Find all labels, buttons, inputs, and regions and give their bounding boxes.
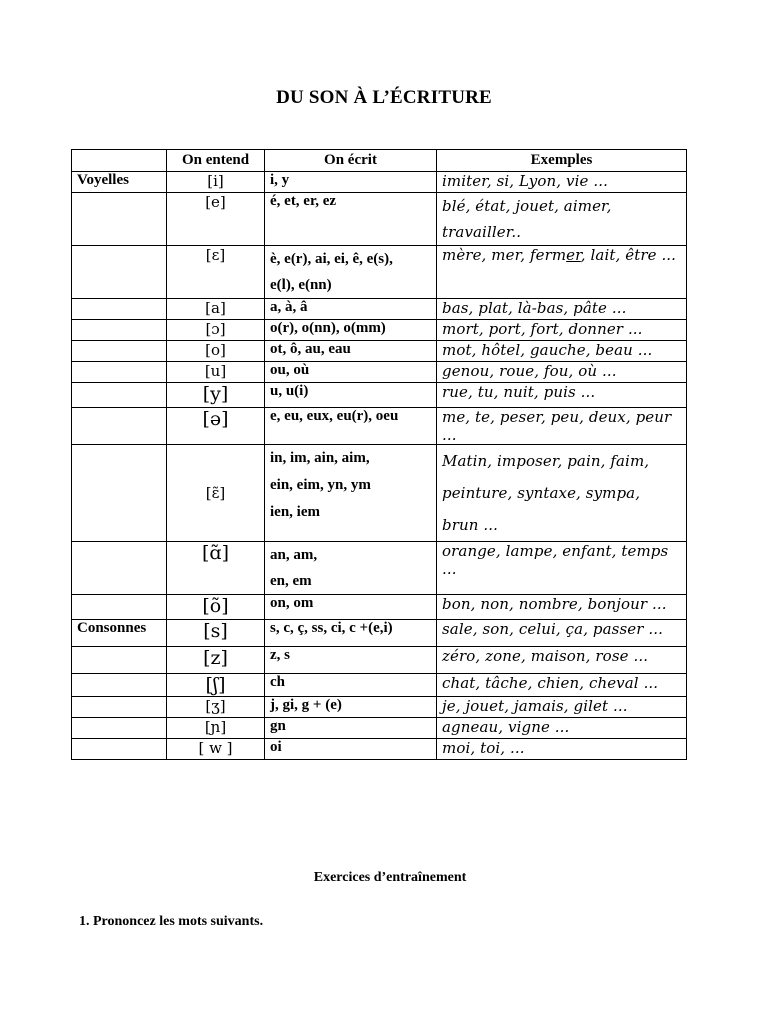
spelling-line: e(l), e(nn) [270,277,332,293]
category-cell [72,445,167,542]
table-row [72,299,687,320]
example-line: mort, port, fort, donner ... [442,320,643,338]
spelling-line: gn [270,718,286,734]
page-title: DU SON À L’ÉCRITURE [276,87,492,108]
example-line: bon, non, nombre, bonjour ... [442,595,667,613]
category-cell [72,246,167,299]
category-cell [72,739,167,760]
ipa-symbol: [ɲ] [167,718,265,739]
table-row [72,595,687,620]
table-row [72,620,687,647]
examples-cell [437,647,687,674]
example-line: bas, plat, là-bas, pâte ... [442,299,627,317]
header-on-entend: On entend [167,150,265,172]
spelling-cell [265,718,437,739]
examples-cell [437,445,687,542]
spelling-line: ein, eim, yn, ym [270,477,371,493]
spelling-line: an, am, [270,547,318,563]
spelling-cell [265,445,437,542]
spelling-line: ien, iem [270,504,320,520]
example-line: rue, tu, nuit, puis ... [442,383,596,401]
ipa-symbol: [ɛ̃] [167,445,265,542]
table-row [72,445,687,542]
category-cell [72,320,167,341]
spelling-line: on, om [270,595,314,611]
spelling-cell [265,595,437,620]
examples-cell [437,341,687,362]
ipa-symbol: [õ] [167,595,265,620]
category-cell [72,595,167,620]
example-line: moi, toi, ... [442,739,525,757]
example-line: genou, roue, fou, où ... [442,362,617,380]
spelling-cell [265,674,437,697]
category-consonnes: Consonnes [72,620,167,647]
spelling-cell [265,299,437,320]
ipa-symbol: [u] [167,362,265,383]
underlined-ending: er [566,246,581,264]
spelling-line: en, em [270,573,312,589]
example-line: Matin, imposer, pain, faim, [442,452,650,470]
category-cell [72,718,167,739]
spelling-line: è, e(r), ai, ei, ê, e(s), [270,251,393,267]
spelling-line: i, y [270,172,290,188]
spelling-cell [265,320,437,341]
example-line: je, jouet, jamais, gilet ... [442,697,628,715]
spelling-line: oi [270,739,282,755]
exercises-title: Exercices d’entraînement [313,870,467,885]
example-line: zéro, zone, maison, rose ... [442,647,649,665]
examples-cell [437,362,687,383]
spelling-line: ou, où [270,362,310,378]
ipa-symbol: [o] [167,341,265,362]
example-line: sale, son, celui, ça, passer ... [442,620,663,638]
examples-cell [437,674,687,697]
category-cell [72,383,167,408]
spelling-line: é, et, er, ez [270,193,337,209]
sound-spelling-table [71,149,687,760]
spelling-cell [265,408,437,445]
table-row [72,320,687,341]
table-row [72,739,687,760]
category-cell [72,193,167,246]
ipa-symbol: [ə] [167,408,265,445]
exercise-1-instruction: 1. Prononcez les mots suivants. [79,914,264,929]
category-cell [72,408,167,445]
example-line: agneau, vigne ... [442,718,570,736]
examples-cell [437,383,687,408]
spelling-cell [265,620,437,647]
example-line: blé, état, jouet, aimer, [442,197,612,215]
spelling-cell [265,542,437,595]
example-line: travailler.. [442,223,522,241]
example-line: chat, tâche, chien, cheval ... [442,674,659,692]
table-header-row [72,150,687,172]
ipa-symbol: [ɔ] [167,320,265,341]
ipa-symbol: [s] [167,620,265,647]
spelling-cell [265,246,437,299]
example-line: mère, mer, fermer, lait, être ... [442,246,677,264]
spelling-line: ch [270,674,285,690]
spelling-cell [265,341,437,362]
spelling-line: z, s [270,647,290,663]
spelling-cell [265,193,437,246]
ipa-symbol: [y] [167,383,265,408]
header-on-ecrit: On écrit [265,150,437,172]
table-row [72,542,687,595]
examples-cell [437,697,687,718]
ipa-symbol: [ɛ] [167,246,265,299]
header-exemples: Exemples [437,150,687,172]
header-empty [72,150,167,172]
ipa-symbol: [ʒ] [167,697,265,718]
ipa-symbol: [a] [167,299,265,320]
spelling-cell [265,697,437,718]
examples-cell [437,542,687,595]
example-line: orange, lampe, enfant, temps ... [442,542,669,578]
spelling-line: ot, ô, au, eau [270,341,351,357]
examples-cell [437,299,687,320]
example-line: mot, hôtel, gauche, beau ... [442,341,653,359]
table-row [72,408,687,445]
ipa-symbol: [e] [167,193,265,246]
examples-cell [437,320,687,341]
table-row [72,341,687,362]
spelling-cell [265,172,437,193]
spelling-line: in, im, ain, aim, [270,450,370,466]
examples-cell [437,172,687,193]
examples-cell [437,193,687,246]
category-cell [72,299,167,320]
spelling-line: u, u(i) [270,383,309,399]
ipa-symbol: [ɑ̃] [167,542,265,595]
category-cell [72,674,167,697]
category-cell [72,542,167,595]
category-cell [72,697,167,718]
examples-cell [437,595,687,620]
table-row [72,362,687,383]
examples-cell [437,620,687,647]
spelling-line: o(r), o(nn), o(mm) [270,320,386,336]
examples-cell [437,739,687,760]
examples-cell [437,718,687,739]
table-row [72,674,687,697]
spelling-cell [265,383,437,408]
table-row [72,697,687,718]
table-row [72,718,687,739]
examples-cell [437,408,687,445]
spelling-line: j, gi, g + (e) [270,697,342,713]
category-cell [72,341,167,362]
spelling-cell [265,647,437,674]
ipa-symbol: [ w ] [167,739,265,760]
ipa-symbol: [z] [167,647,265,674]
spelling-cell [265,739,437,760]
table-row [72,383,687,408]
examples-cell [437,246,687,299]
category-voyelles: Voyelles [72,172,167,193]
table-row [72,647,687,674]
table-row [72,193,687,246]
example-line: peinture, syntaxe, sympa, brun ... [442,484,641,534]
example-line: me, te, peser, peu, deux, peur ... [442,408,672,444]
category-cell [72,362,167,383]
spelling-line: a, à, â [270,299,308,315]
ipa-symbol: [i] [167,172,265,193]
category-cell [72,647,167,674]
table-row [72,172,687,193]
ipa-symbol: [ʃ] [167,674,265,697]
example-line: imiter, si, Lyon, vie ... [442,172,608,190]
table-row [72,246,687,299]
spelling-cell [265,362,437,383]
spelling-line: e, eu, eux, eu(r), oeu [270,408,399,424]
spelling-line: s, c, ç, ss, ci, c +(e,i) [270,620,393,636]
